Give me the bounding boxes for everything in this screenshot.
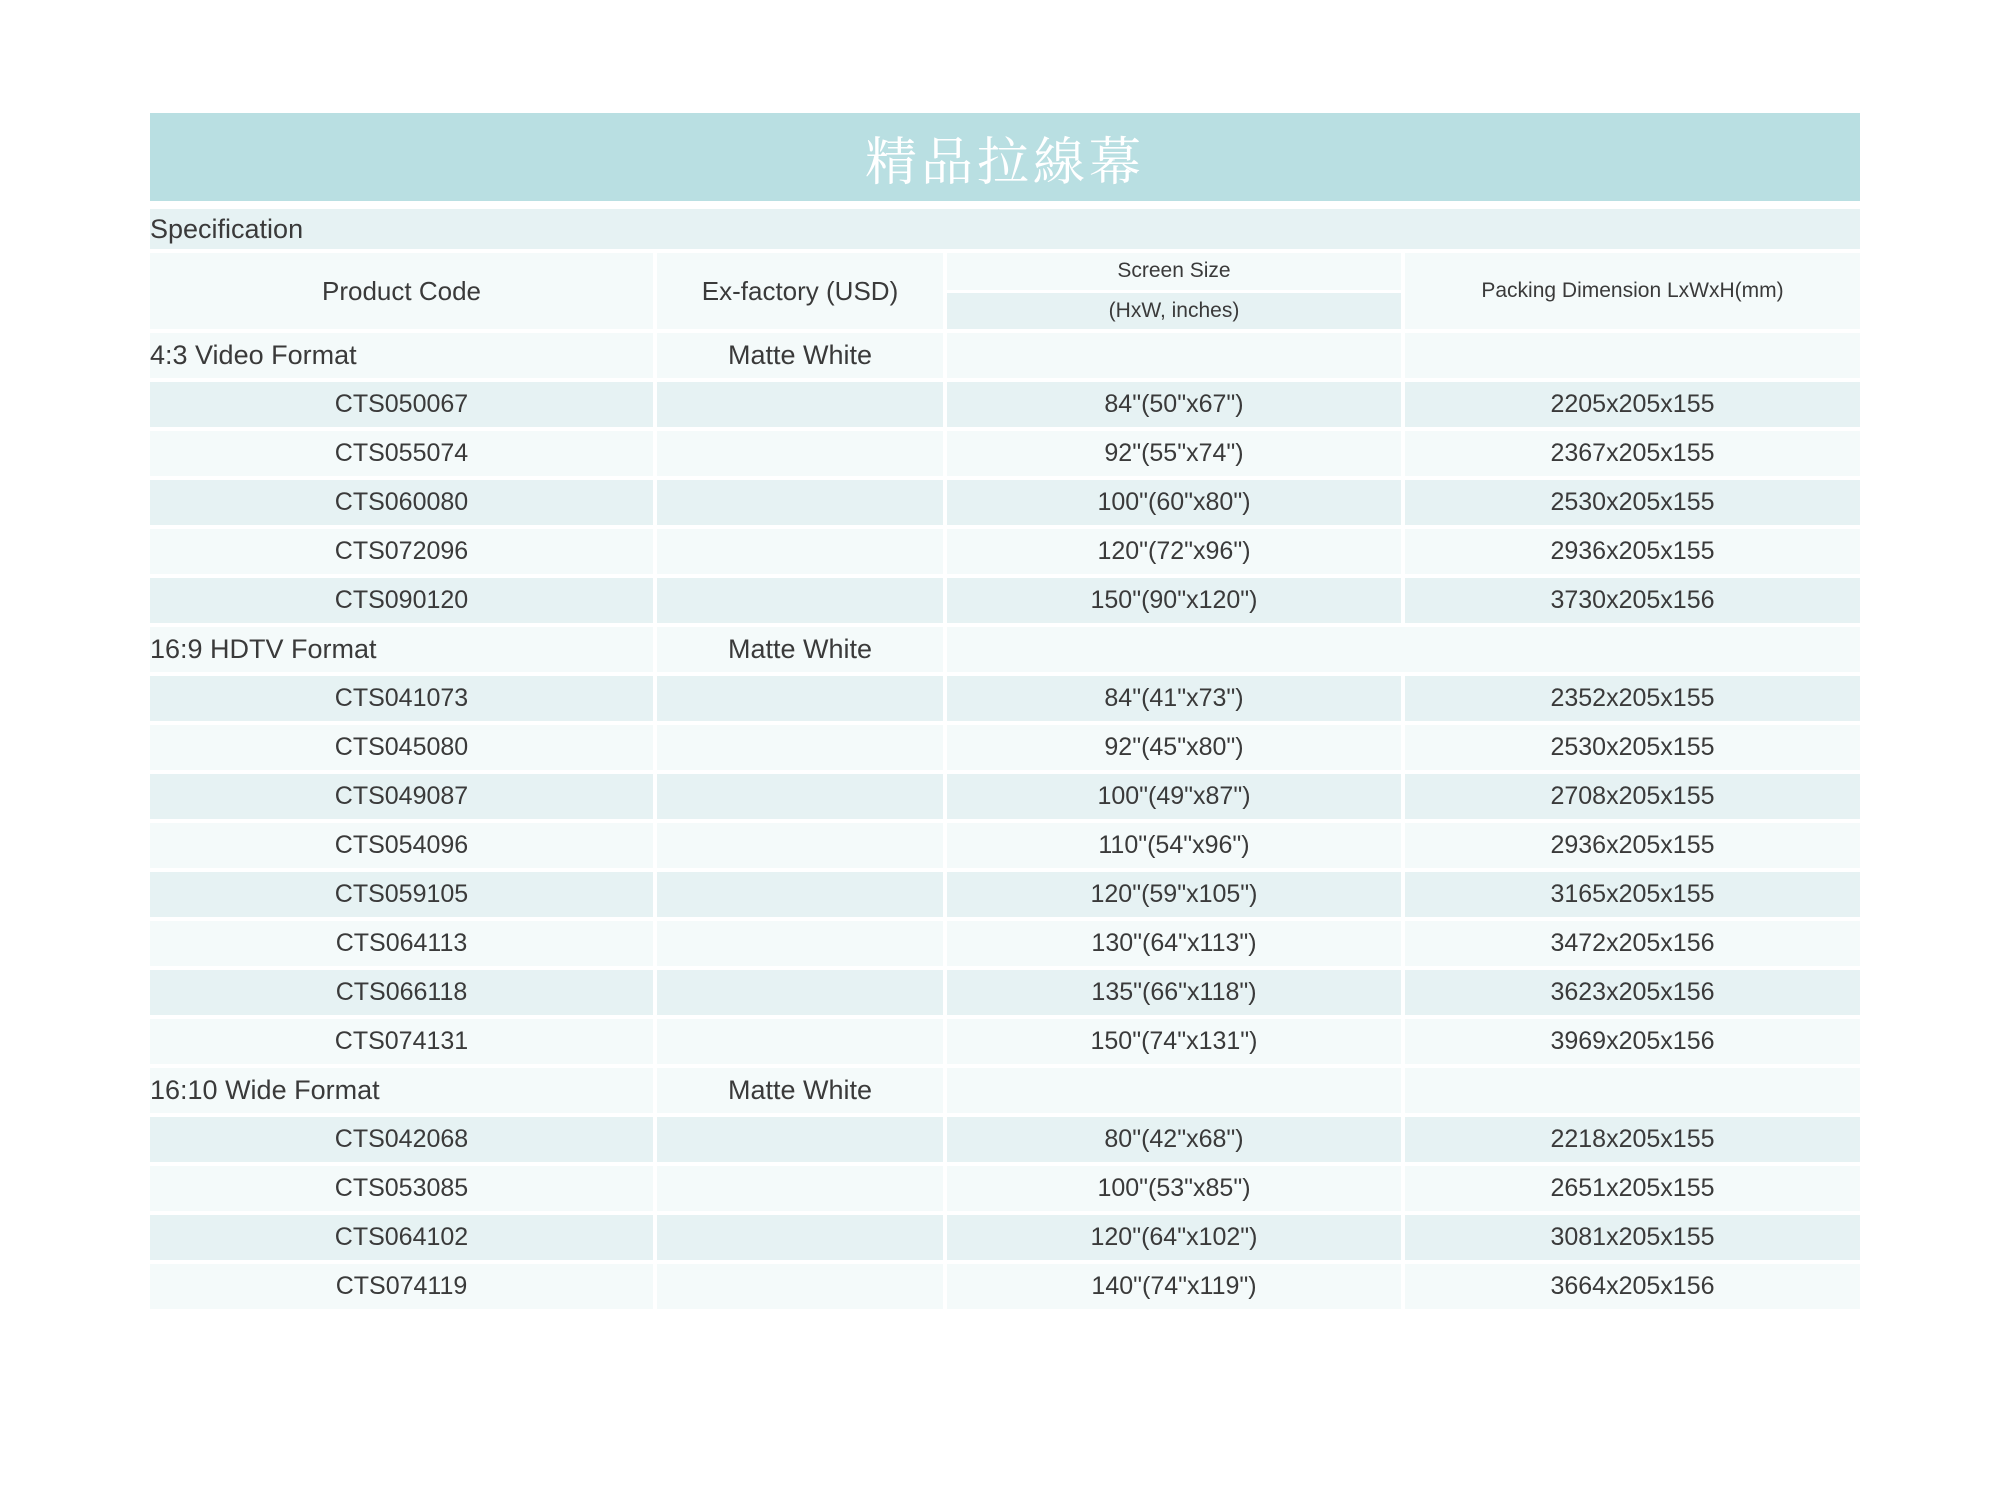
packing-cell: 2530x205x155 xyxy=(1405,725,1860,770)
screen-size-cell: 100"(53"x85") xyxy=(947,1166,1401,1211)
packing-cell: 2367x205x155 xyxy=(1405,431,1860,476)
table-row xyxy=(150,1264,1860,1309)
screen-size-cell: 92"(45"x80") xyxy=(947,725,1401,770)
product-code-cell: CTS055074 xyxy=(150,431,653,476)
screen-size-cell: 84"(50"x67") xyxy=(947,382,1401,427)
product-code-cell: CTS064102 xyxy=(150,1215,653,1260)
product-code-cell: CTS059105 xyxy=(150,872,653,917)
packing-cell: 2708x205x155 xyxy=(1405,774,1860,819)
price-cell xyxy=(657,725,943,770)
section-name: 16:10 Wide Format xyxy=(150,1068,653,1113)
product-code-cell: CTS060080 xyxy=(150,480,653,525)
price-cell xyxy=(657,382,943,427)
packing-cell: 3472x205x156 xyxy=(1405,921,1860,966)
table-row xyxy=(150,970,1860,1015)
header-ex-factory: Ex-factory (USD) xyxy=(657,253,943,329)
price-cell xyxy=(657,480,943,525)
table-row xyxy=(150,578,1860,623)
product-code-cell: CTS064113 xyxy=(150,921,653,966)
section-name: 16:9 HDTV Format xyxy=(150,627,653,672)
product-code-cell: CTS045080 xyxy=(150,725,653,770)
packing-cell: 2530x205x155 xyxy=(1405,480,1860,525)
section-header-row xyxy=(150,333,1860,378)
table-body xyxy=(150,333,1860,1309)
screen-size-cell: 120"(64"x102") xyxy=(947,1215,1401,1260)
table-row xyxy=(150,774,1860,819)
packing-cell: 2651x205x155 xyxy=(1405,1166,1860,1211)
screen-size-cell: 100"(60"x80") xyxy=(947,480,1401,525)
price-cell xyxy=(657,774,943,819)
product-code-cell: CTS049087 xyxy=(150,774,653,819)
product-code-cell: CTS054096 xyxy=(150,823,653,868)
screen-size-cell: 150"(74"x131") xyxy=(947,1019,1401,1064)
section-blank xyxy=(1405,333,1860,378)
screen-size-cell: 120"(72"x96") xyxy=(947,529,1401,574)
product-code-cell: CTS042068 xyxy=(150,1117,653,1162)
packing-cell: 2218x205x155 xyxy=(1405,1117,1860,1162)
product-code-cell: CTS066118 xyxy=(150,970,653,1015)
price-cell xyxy=(657,1166,943,1211)
screen-size-cell: 150"(90"x120") xyxy=(947,578,1401,623)
price-cell xyxy=(657,872,943,917)
product-code-cell: CTS050067 xyxy=(150,382,653,427)
packing-cell: 2205x205x155 xyxy=(1405,382,1860,427)
price-cell xyxy=(657,431,943,476)
screen-size-cell: 135"(66"x118") xyxy=(947,970,1401,1015)
section-blank xyxy=(947,1068,1401,1113)
table-row xyxy=(150,382,1860,427)
product-code-cell: CTS090120 xyxy=(150,578,653,623)
header-packing: Packing Dimension LxWxH(mm) xyxy=(1405,253,1860,329)
section-blank xyxy=(1405,1068,1860,1113)
header-screen-size-label: Screen Size xyxy=(947,253,1401,290)
product-code-cell: CTS053085 xyxy=(150,1166,653,1211)
table-row xyxy=(150,431,1860,476)
table-header xyxy=(150,253,1860,329)
header-screen-size xyxy=(947,253,1401,329)
packing-cell: 3730x205x156 xyxy=(1405,578,1860,623)
price-cell xyxy=(657,1215,943,1260)
screen-size-cell: 140"(74"x119") xyxy=(947,1264,1401,1309)
screen-size-cell: 120"(59"x105") xyxy=(947,872,1401,917)
header-screen-size-unit: (HxW, inches) xyxy=(947,293,1401,330)
table-row xyxy=(150,872,1860,917)
section-material: Matte White xyxy=(657,333,943,378)
price-cell xyxy=(657,676,943,721)
table-row xyxy=(150,676,1860,721)
table-row xyxy=(150,480,1860,525)
section-blank xyxy=(947,333,1401,378)
title-bar xyxy=(150,113,1860,201)
product-code-cell: CTS072096 xyxy=(150,529,653,574)
price-cell xyxy=(657,921,943,966)
screen-size-cell: 84"(41"x73") xyxy=(947,676,1401,721)
packing-cell: 3623x205x156 xyxy=(1405,970,1860,1015)
price-cell xyxy=(657,1117,943,1162)
header-product-code: Product Code xyxy=(150,253,653,329)
price-cell xyxy=(657,1019,943,1064)
price-cell xyxy=(657,970,943,1015)
screen-size-cell: 80"(42"x68") xyxy=(947,1117,1401,1162)
price-cell xyxy=(657,1264,943,1309)
section-blank xyxy=(947,627,1860,672)
screen-size-cell: 100"(49"x87") xyxy=(947,774,1401,819)
section-material: Matte White xyxy=(657,627,943,672)
table-row xyxy=(150,1117,1860,1162)
product-code-cell: CTS074119 xyxy=(150,1264,653,1309)
packing-cell: 3969x205x156 xyxy=(1405,1019,1860,1064)
section-header-row xyxy=(150,627,1860,672)
screen-size-cell: 110"(54"x96") xyxy=(947,823,1401,868)
price-cell xyxy=(657,578,943,623)
packing-cell: 2936x205x155 xyxy=(1405,529,1860,574)
packing-cell: 2352x205x155 xyxy=(1405,676,1860,721)
specification-label: Specification xyxy=(150,213,304,244)
packing-cell: 3165x205x155 xyxy=(1405,872,1860,917)
section-material: Matte White xyxy=(657,1068,943,1113)
screen-size-cell: 92"(55"x74") xyxy=(947,431,1401,476)
table-row xyxy=(150,823,1860,868)
screen-size-cell: 130"(64"x113") xyxy=(947,921,1401,966)
table-row xyxy=(150,921,1860,966)
table-row xyxy=(150,1019,1860,1064)
page-title: 精品拉線幕 xyxy=(864,132,1145,193)
table-row xyxy=(150,1215,1860,1260)
section-name: 4:3 Video Format xyxy=(150,333,653,378)
packing-cell: 3664x205x156 xyxy=(1405,1264,1860,1309)
product-code-cell: CTS074131 xyxy=(150,1019,653,1064)
table-row xyxy=(150,725,1860,770)
table-row xyxy=(150,1166,1860,1211)
spec-sheet xyxy=(150,113,1860,1313)
packing-cell: 2936x205x155 xyxy=(1405,823,1860,868)
packing-cell: 3081x205x155 xyxy=(1405,1215,1860,1260)
specification-label-row xyxy=(150,209,1860,249)
section-header-row xyxy=(150,1068,1860,1113)
price-cell xyxy=(657,529,943,574)
table-row xyxy=(150,529,1860,574)
price-cell xyxy=(657,823,943,868)
product-code-cell: CTS041073 xyxy=(150,676,653,721)
